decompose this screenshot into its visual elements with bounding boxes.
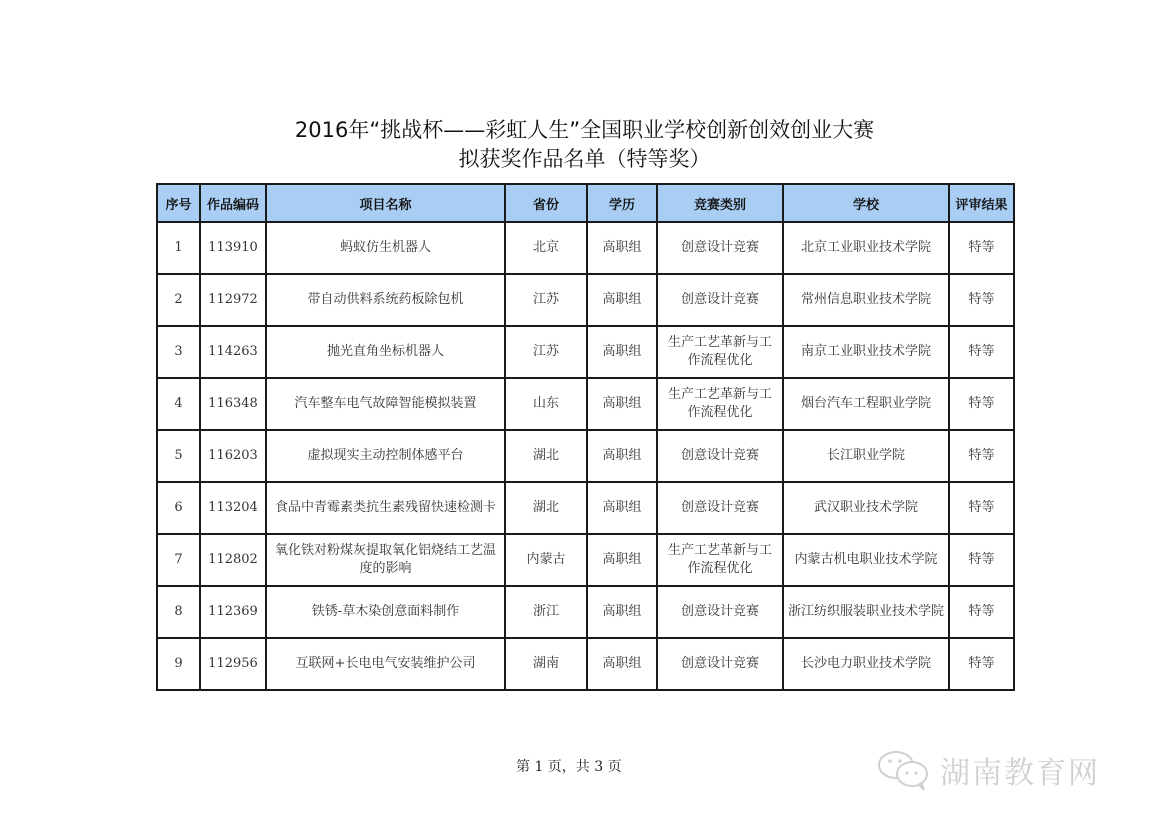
cell-school: 烟台汽车工程职业学院 <box>783 378 949 430</box>
cell-result: 特等 <box>949 222 1014 274</box>
cell-province: 浙江 <box>505 586 587 638</box>
cell-no: 4 <box>157 378 200 430</box>
cell-level: 高职组 <box>587 430 657 482</box>
cell-level: 高职组 <box>587 222 657 274</box>
document-subtitle: 拟获奖作品名单（特等奖） <box>458 147 711 171</box>
page-indicator: 第 1 页，共 3 页 <box>516 759 622 775</box>
cell-project: 抛光直角坐标机器人 <box>266 326 505 378</box>
watermark-text: 湖南教育网 <box>940 756 1100 791</box>
cell-result: 特等 <box>949 326 1014 378</box>
cell-result: 特等 <box>949 430 1014 482</box>
cell-project: 互联网+长电电气安装维护公司 <box>266 638 505 690</box>
cell-province: 内蒙古 <box>505 534 587 586</box>
cell-category: 创意设计竞赛 <box>657 586 783 638</box>
cell-code: 114263 <box>200 326 266 378</box>
cell-result: 特等 <box>949 482 1014 534</box>
table-row <box>157 586 1014 638</box>
cell-project: 汽车整车电气故障智能模拟装置 <box>266 378 505 430</box>
table-row <box>157 430 1014 482</box>
cell-code: 113204 <box>200 482 266 534</box>
cell-code: 116203 <box>200 430 266 482</box>
cell-code: 112369 <box>200 586 266 638</box>
cell-result: 特等 <box>949 586 1014 638</box>
cell-no: 2 <box>157 274 200 326</box>
cell-category: 创意设计竞赛 <box>657 482 783 534</box>
cell-school: 北京工业职业技术学院 <box>783 222 949 274</box>
cell-code: 112802 <box>200 534 266 586</box>
document-title: 2016年“挑战杯——彩虹人生”全国职业学校创新创效创业大赛 <box>294 118 875 142</box>
cell-province: 湖北 <box>505 482 587 534</box>
table-row <box>157 274 1014 326</box>
cell-level: 高职组 <box>587 534 657 586</box>
cell-category: 生产工艺革新与工作流程优化 <box>657 326 783 378</box>
cell-code: 112972 <box>200 274 266 326</box>
cell-result: 特等 <box>949 378 1014 430</box>
cell-level: 高职组 <box>587 274 657 326</box>
table-row <box>157 378 1014 430</box>
cell-category: 创意设计竞赛 <box>657 430 783 482</box>
watermark <box>876 748 1100 792</box>
cell-no: 9 <box>157 638 200 690</box>
cell-province: 江苏 <box>505 274 587 326</box>
column-header-result: 评审结果 <box>949 184 1014 222</box>
cell-no: 1 <box>157 222 200 274</box>
cell-category: 创意设计竞赛 <box>657 274 783 326</box>
table-row <box>157 638 1014 690</box>
column-header-no: 序号 <box>157 184 200 222</box>
cell-code: 113910 <box>200 222 266 274</box>
cell-province: 湖南 <box>505 638 587 690</box>
cell-project: 食品中青霉素类抗生素残留快速检测卡 <box>266 482 505 534</box>
wechat-icon <box>876 748 934 792</box>
cell-category: 创意设计竞赛 <box>657 638 783 690</box>
cell-no: 7 <box>157 534 200 586</box>
cell-level: 高职组 <box>587 638 657 690</box>
cell-category: 创意设计竞赛 <box>657 222 783 274</box>
cell-level: 高职组 <box>587 378 657 430</box>
cell-level: 高职组 <box>587 586 657 638</box>
table-row <box>157 222 1014 274</box>
column-header-level: 学历 <box>587 184 657 222</box>
cell-project: 带自动供料系统药板除包机 <box>266 274 505 326</box>
cell-result: 特等 <box>949 274 1014 326</box>
cell-no: 5 <box>157 430 200 482</box>
cell-project: 蚂蚁仿生机器人 <box>266 222 505 274</box>
cell-result: 特等 <box>949 534 1014 586</box>
cell-project: 虚拟现实主动控制体感平台 <box>266 430 505 482</box>
cell-result: 特等 <box>949 638 1014 690</box>
column-header-project: 项目名称 <box>266 184 505 222</box>
cell-school: 浙江纺织服装职业技术学院 <box>783 586 949 638</box>
column-header-province: 省份 <box>505 184 587 222</box>
cell-project: 铁锈-草木染创意面料制作 <box>266 586 505 638</box>
cell-no: 8 <box>157 586 200 638</box>
cell-school: 内蒙古机电职业技术学院 <box>783 534 949 586</box>
cell-no: 3 <box>157 326 200 378</box>
column-header-code: 作品编码 <box>200 184 266 222</box>
table-row <box>157 534 1014 586</box>
table-row <box>157 326 1014 378</box>
cell-code: 116348 <box>200 378 266 430</box>
table-header-row <box>157 184 1014 222</box>
cell-province: 北京 <box>505 222 587 274</box>
cell-school: 长沙电力职业技术学院 <box>783 638 949 690</box>
cell-school: 武汉职业技术学院 <box>783 482 949 534</box>
cell-category: 生产工艺革新与工作流程优化 <box>657 534 783 586</box>
cell-no: 6 <box>157 482 200 534</box>
cell-level: 高职组 <box>587 482 657 534</box>
column-header-category: 竞赛类别 <box>657 184 783 222</box>
award-table <box>156 183 1015 691</box>
table-row <box>157 482 1014 534</box>
cell-school: 南京工业职业技术学院 <box>783 326 949 378</box>
cell-category: 生产工艺革新与工作流程优化 <box>657 378 783 430</box>
cell-school: 常州信息职业技术学院 <box>783 274 949 326</box>
cell-level: 高职组 <box>587 326 657 378</box>
cell-school: 长江职业学院 <box>783 430 949 482</box>
cell-code: 112956 <box>200 638 266 690</box>
cell-province: 江苏 <box>505 326 587 378</box>
cell-province: 湖北 <box>505 430 587 482</box>
cell-project: 氧化铁对粉煤灰提取氧化铝烧结工艺温度的影响 <box>266 534 505 586</box>
cell-province: 山东 <box>505 378 587 430</box>
column-header-school: 学校 <box>783 184 949 222</box>
